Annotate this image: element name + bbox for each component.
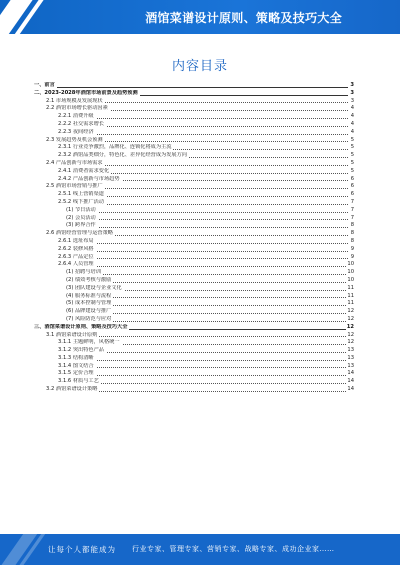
toc-entry-label: 2.5.1 线上营销渠道 [58,191,104,198]
toc-leader-dots [58,367,348,368]
toc-entry-page: 6 [350,175,354,182]
toc-entry-page: 12 [346,323,354,330]
toc-entry-page: 13 [347,362,354,369]
toc-leader-dots [58,251,348,252]
toc-entry[interactable] [34,386,354,394]
toc-entry[interactable] [34,137,354,145]
toc-entry[interactable] [34,160,354,168]
toc-entry[interactable] [34,324,354,332]
toc-entry[interactable] [34,230,354,238]
toc-entry[interactable] [34,207,354,215]
toc-entry[interactable] [34,176,354,184]
footer-tags: 行业专家、管理专家、营销专家、战略专家、成功企业家…… [132,545,335,553]
toc-entry-label: (2) 绩效考核与激励 [66,276,112,283]
toc-entry-page: 10 [347,269,354,276]
toc-entry-page: 4 [350,120,354,127]
toc-entry[interactable] [34,238,354,246]
toc-entry-page: 7 [350,198,354,205]
toc-entry-label: (4) 服务标准与流程 [66,292,112,299]
toc-entry-page: 10 [347,276,354,283]
table-of-contents [34,82,354,394]
toc-entry-page: 13 [347,347,354,354]
toc-entry-page: 4 [350,113,354,120]
toc-entry-label: 3.1.2 突出特色产品 [58,347,104,354]
toc-entry-label: 2.6.1 选址布局 [58,237,94,244]
toc-entry[interactable] [34,261,354,269]
toc-entry-page: 5 [350,144,354,151]
toc-entry-label: 2.3 发展趋势及机会预测 [46,136,103,143]
toc-entry[interactable] [34,144,354,152]
toc-entry-label: 2.5 酒馆市场营销与推广 [46,183,103,190]
toc-leader-dots [58,134,348,135]
toc-entry-label: 3.2 酒馆菜谱设计策略 [46,386,98,393]
toc-entry-label: (5) 成本控制与管理 [66,300,112,307]
toc-entry[interactable] [34,355,354,363]
toc-entry[interactable] [34,363,354,371]
toc-entry-label: 2.3.2 酒馆品类细分，特色化、差异化经营成为发展方向 [58,152,187,159]
toc-leader-dots [66,219,348,220]
toc-entry[interactable] [34,191,354,199]
toc-entry[interactable] [34,183,354,191]
toc-entry[interactable] [34,90,354,98]
toc-entry-page: 11 [347,300,354,307]
toc-entry-label: (3) 跨界合作 [66,222,96,229]
toc-entry[interactable] [34,269,354,277]
toc-entry[interactable] [34,378,354,386]
toc-entry[interactable] [34,199,354,207]
toc-leader-dots [58,266,348,267]
toc-entry[interactable] [34,98,354,106]
toc-entry-label: (1) 节日活动 [66,206,96,213]
toc-entry[interactable] [34,105,354,113]
toc-entry-page: 14 [347,386,354,393]
toc-entry[interactable] [34,222,354,230]
toc-entry[interactable] [34,300,354,308]
toc-entry-label: (6) 品牌建设与推广 [66,308,112,315]
toc-entry-label: 一、前言 [34,82,55,88]
header-banner [0,0,400,34]
toc-entry-page: 12 [347,331,354,338]
toc-entry-page: 8 [350,222,354,229]
toc-entry-label: 三、酒馆菜谱设计原则、策略及技巧大全 [34,323,128,330]
toc-entry-page: 12 [347,339,354,346]
toc-entry-label: 2.1 市场规模及发展现状 [46,97,103,104]
toc-entry-page: 8 [350,237,354,244]
toc-entry-page: 9 [350,245,354,252]
toc-entry-page: 11 [347,292,354,299]
toc-entry-label: 3.1 酒馆菜谱设计原则 [46,331,98,338]
toc-entry-page: 6 [350,191,354,198]
toc-entry[interactable] [34,129,354,137]
toc-entry-label: 3.1.4 图文结合 [58,362,94,369]
toc-entry-label: (7) 风险防范与应对 [66,315,112,322]
toc-entry[interactable] [34,121,354,129]
toc-entry-label: 2.4 产品创新与市场需求 [46,159,103,166]
toc-entry-label: (2) 会员活动 [66,214,96,221]
toc-entry[interactable] [34,168,354,176]
footer-slogan: 让每个人都能成为 [48,545,116,554]
toc-entry-label: 二、2023-2028年酒馆市场前景及趋势预测 [34,89,138,96]
toc-entry-page: 11 [347,284,354,291]
toc-heading: 内容目录 [171,59,228,74]
toc-entry-page: 3 [350,82,354,88]
document-title: 酒馆菜谱设计原则、策略及技巧大全 [145,11,342,25]
toc-entry-label: 2.2.3 夜间经济 [58,128,94,135]
toc-entry[interactable] [34,332,354,340]
toc-entry-label: 2.6 酒馆经营管理与运营策略 [46,230,113,237]
toc-entry[interactable] [34,254,354,262]
toc-entry-page: 4 [350,105,354,112]
toc-entry[interactable] [34,308,354,316]
toc-entry[interactable] [34,152,354,160]
toc-leader-dots [58,360,348,361]
toc-leader-dots [66,227,348,228]
toc-entry-label: 2.6.4 人员管理 [58,261,94,268]
toc-entry-page: 14 [347,370,354,377]
toc-entry-label: 2.3.1 行业竞争激烈，品牌化、连锁化将成为主流 [58,144,172,151]
toc-entry-label: 3.1.6 材质与工艺 [58,378,99,385]
toc-entry[interactable] [34,82,354,90]
toc-entry-page: 4 [350,128,354,135]
toc-entry-page: 7 [350,206,354,213]
toc-entry-label: 2.6.3 产品定位 [58,253,94,260]
toc-entry-page: 12 [347,308,354,315]
toc-entry-page: 14 [347,378,354,385]
toc-entry-label: 2.4.1 消费者需求变化 [58,167,110,174]
toc-entry[interactable] [34,277,354,285]
toc-entry-label: 2.4.2 产品创新与市场趋势 [58,175,120,182]
toc-entry-label: (1) 招聘与培训 [66,269,101,276]
toc-entry[interactable] [34,370,354,378]
toc-entry-page: 5 [350,136,354,143]
toc-entry[interactable] [34,347,354,355]
toc-leader-dots [58,375,348,376]
toc-entry-label: 2.2.1 消费升级 [58,113,94,120]
toc-leader-dots [58,118,348,119]
toc-entry-page: 5 [350,167,354,174]
toc-entry-label: 3.1.3 结构清晰 [58,354,94,361]
toc-leader-dots [34,87,348,88]
footer-banner [0,534,400,565]
toc-entry[interactable] [34,293,354,301]
toc-entry-page: 5 [350,159,354,166]
toc-entry-label: 2.5.2 线下推广活动 [58,198,104,205]
toc-entry[interactable] [34,316,354,324]
toc-entry-label: 3.1.5 定价合理 [58,370,94,377]
toc-entry-page: 5 [350,152,354,159]
toc-entry[interactable] [34,285,354,293]
toc-entry-page: 7 [350,214,354,221]
toc-leader-dots [66,212,348,213]
toc-entry-label: 2.6.2 装修风格 [58,245,94,252]
toc-entry-page: 6 [350,183,354,190]
toc-entry-label: 3.1.1 主题鲜明，风格统一 [58,339,120,346]
toc-leader-dots [58,383,348,384]
toc-entry[interactable] [34,246,354,254]
toc-entry-page: 10 [347,261,354,268]
toc-entry-page: 12 [347,315,354,322]
toc-entry-label: 2.2.2 社交需求增长 [58,120,104,127]
toc-entry-page: 8 [350,230,354,237]
toc-leader-dots [66,274,348,275]
toc-entry-label: 2.2 酒馆市场增长驱动因素 [46,105,108,112]
toc-entry-label: (3) 团队建设与企业文化 [66,284,122,291]
toc-leader-dots [58,243,348,244]
toc-entry[interactable] [34,339,354,347]
toc-entry-page: 3 [350,97,354,104]
toc-entry-page: 9 [350,253,354,260]
toc-entry[interactable] [34,215,354,223]
toc-entry-page: 3 [350,89,354,96]
toc-entry[interactable] [34,113,354,121]
toc-leader-dots [58,258,348,259]
toc-entry-page: 13 [347,354,354,361]
